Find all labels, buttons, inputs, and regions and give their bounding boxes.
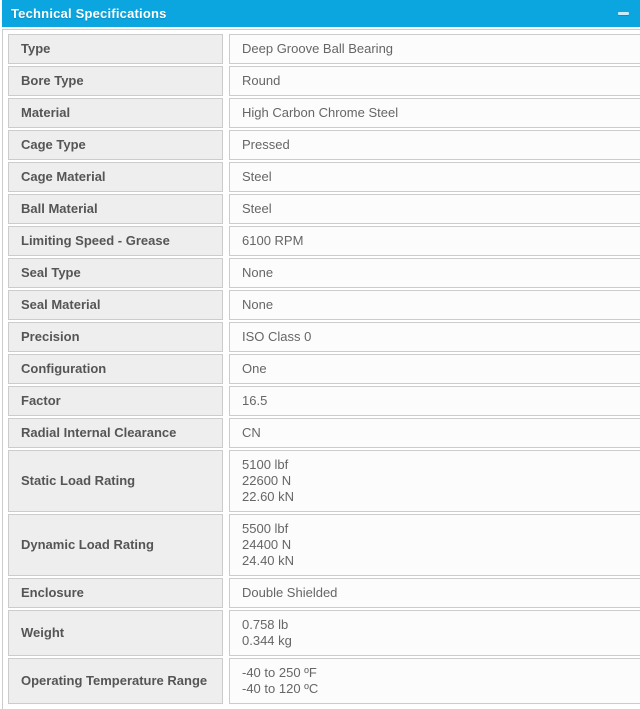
spec-label: Bore Type (8, 66, 223, 96)
spec-value-line: Deep Groove Ball Bearing (242, 41, 394, 56)
spec-value (229, 514, 640, 576)
spec-value-line: 16.5 (242, 393, 268, 408)
spec-value (229, 34, 640, 64)
spec-label: Operating Temperature Range (8, 658, 223, 704)
spec-value (229, 194, 640, 224)
spec-value (229, 610, 640, 656)
spec-value (229, 450, 640, 512)
spec-value (229, 258, 640, 288)
spec-value (229, 386, 640, 416)
table-row (8, 450, 640, 512)
spec-value-line: 5500 lbf (242, 521, 289, 536)
collapse-button[interactable] (615, 6, 631, 22)
spec-label: Static Load Rating (8, 450, 223, 512)
table-row (8, 258, 640, 288)
spec-label: Cage Type (8, 130, 223, 160)
table-row (8, 386, 640, 416)
spec-value-line: 22.60 kN (242, 489, 295, 504)
table-row (8, 66, 640, 96)
table-row (8, 290, 640, 320)
spec-label: Configuration (8, 354, 223, 384)
spec-value-line: High Carbon Chrome Steel (242, 105, 399, 120)
spec-value-line: Pressed (242, 137, 290, 152)
spec-value-line: 5100 lbf (242, 457, 289, 472)
spec-value (229, 658, 640, 704)
technical-specifications-panel (2, 0, 640, 709)
spec-value-line: None (242, 297, 274, 312)
spec-label: Ball Material (8, 194, 223, 224)
spec-value (229, 226, 640, 256)
table-row (8, 34, 640, 64)
spec-value-line: 22600 N (242, 473, 292, 488)
spec-value-line: Double Shielded (242, 585, 338, 600)
spec-value-line: 24400 N (242, 537, 292, 552)
spec-label: Weight (8, 610, 223, 656)
spec-value (229, 418, 640, 448)
table-row (8, 578, 640, 608)
minus-icon (618, 12, 629, 15)
spec-value-line: Steel (242, 201, 272, 216)
spec-value-line: -40 to 120 ºC (242, 681, 319, 696)
table-row (8, 610, 640, 656)
spec-value (229, 66, 640, 96)
spec-label: Precision (8, 322, 223, 352)
table-row (8, 130, 640, 160)
table-row (8, 418, 640, 448)
spec-value (229, 322, 640, 352)
spec-label: Enclosure (8, 578, 223, 608)
spec-label: Cage Material (8, 162, 223, 192)
panel-header (2, 0, 640, 27)
spec-value-line: 6100 RPM (242, 233, 304, 248)
table-row (8, 322, 640, 352)
spec-value-line: 24.40 kN (242, 553, 295, 568)
spec-value-line: None (242, 265, 274, 280)
spec-value-line: 0.758 lb (242, 617, 289, 632)
table-row (8, 226, 640, 256)
spec-table-body (2, 29, 640, 709)
spec-label: Seal Type (8, 258, 223, 288)
spec-label: Seal Material (8, 290, 223, 320)
panel-title: Technical Specifications (11, 6, 167, 21)
spec-value (229, 162, 640, 192)
table-row (8, 354, 640, 384)
table-row (8, 98, 640, 128)
spec-value-line: One (242, 361, 267, 376)
spec-value (229, 98, 640, 128)
spec-value (229, 354, 640, 384)
spec-label: Radial Internal Clearance (8, 418, 223, 448)
spec-label: Material (8, 98, 223, 128)
spec-value (229, 130, 640, 160)
spec-value (229, 578, 640, 608)
table-row (8, 194, 640, 224)
table-row (8, 658, 640, 704)
spec-label: Dynamic Load Rating (8, 514, 223, 576)
spec-value (229, 290, 640, 320)
spec-value-line: ISO Class 0 (242, 329, 312, 344)
spec-label: Type (8, 34, 223, 64)
spec-value-line: CN (242, 425, 261, 440)
spec-label: Factor (8, 386, 223, 416)
spec-value-line: -40 to 250 ºF (242, 665, 317, 680)
spec-label: Limiting Speed - Grease (8, 226, 223, 256)
spec-value-line: Steel (242, 169, 272, 184)
spec-value-line: 0.344 kg (242, 633, 292, 648)
table-row (8, 514, 640, 576)
spec-value-line: Round (242, 73, 281, 88)
table-row (8, 162, 640, 192)
